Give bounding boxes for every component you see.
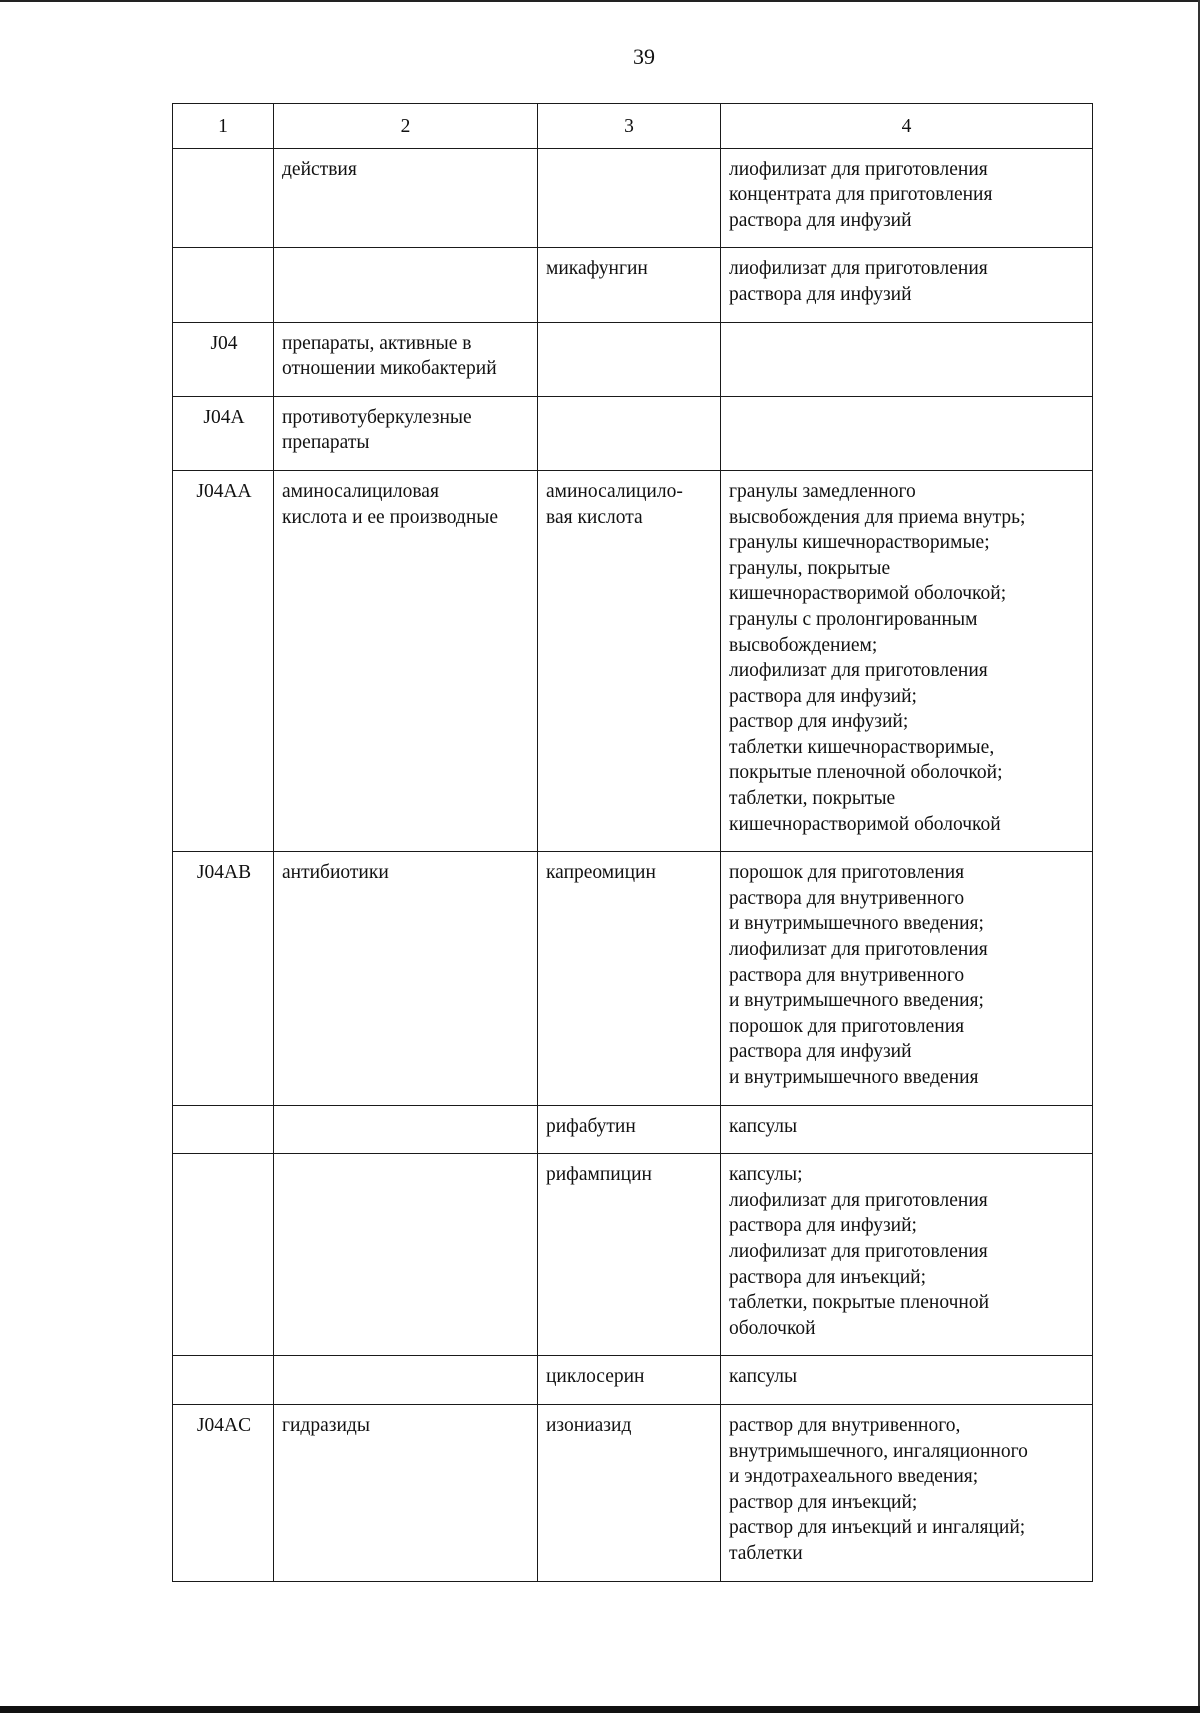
cell-group	[274, 1154, 538, 1356]
cell-substance-line: микафунгин	[546, 258, 648, 280]
table-row	[173, 1404, 1093, 1581]
cell-forms-line: и внутримышечного введения	[729, 1067, 979, 1088]
cell-substance	[538, 852, 721, 1105]
cell-forms-line: раствора для инфузий	[729, 1041, 912, 1063]
table-row	[173, 1154, 1093, 1356]
cell-forms-line: гранулы кишечнорастворимые;	[729, 532, 990, 554]
cell-forms-line: раствора для инфузий	[729, 209, 912, 231]
table-row	[173, 470, 1093, 851]
cell-forms	[721, 248, 1093, 322]
cell-group	[274, 148, 538, 248]
table-body	[173, 148, 1093, 1581]
cell-forms-line: покрытые пленочной оболочкой;	[729, 762, 1003, 784]
header-row	[173, 104, 1093, 149]
cell-forms-line: таблетки кишечнорастворимые,	[729, 736, 995, 758]
header-cell-group: 2	[274, 104, 538, 149]
cell-forms	[721, 470, 1093, 851]
cell-forms-line: раствор для внутривенного,	[729, 1414, 961, 1436]
cell-substance	[538, 148, 721, 248]
cell-group-line: кислота и ее производные	[282, 506, 499, 528]
cell-forms-line: гранулы, покрытые	[729, 557, 891, 579]
cell-group	[274, 1356, 538, 1405]
cell-forms-line: внутримышечного, ингаляционного	[729, 1440, 1028, 1462]
cell-code: J04AA	[173, 470, 274, 851]
cell-group	[274, 396, 538, 470]
cell-group-line: препараты, активные в	[282, 332, 472, 354]
cell-forms-line: капсулы	[729, 1115, 798, 1137]
cell-forms-line: лиофилизат для приготовления	[729, 1189, 988, 1211]
cell-forms-line: гранулы замедленного	[729, 480, 916, 502]
cell-substance	[538, 248, 721, 322]
page-number: 39	[633, 44, 655, 69]
header-cell-forms: 4	[721, 104, 1093, 149]
header-cell-substance: 3	[538, 104, 721, 149]
cell-code: J04	[173, 322, 274, 396]
table-row	[173, 148, 1093, 248]
cell-substance	[538, 1356, 721, 1405]
cell-forms-line: раствора для инъекций;	[729, 1266, 926, 1288]
cell-forms-line: таблетки, покрытые пленочной	[729, 1292, 990, 1314]
page-bottom-border	[0, 1706, 1200, 1713]
cell-group	[274, 1404, 538, 1581]
cell-substance-line: изониазид	[546, 1414, 632, 1436]
cell-forms-line: лиофилизат для приготовления	[729, 258, 988, 280]
cell-forms-line: концентрата для приготовления	[729, 184, 993, 206]
cell-substance-line: аминосалицило-	[546, 480, 683, 502]
cell-forms-line: порошок для приготовления	[729, 1015, 965, 1037]
cell-forms-line: раствора для внутривенного	[729, 964, 965, 986]
cell-forms	[721, 148, 1093, 248]
cell-forms-line: и эндотрахеального введения;	[729, 1466, 979, 1488]
cell-group	[274, 852, 538, 1105]
header-cell-code: 1	[173, 104, 274, 149]
cell-forms-line: лиофилизат для приготовления	[729, 1240, 988, 1262]
cell-group-line: антибиотики	[282, 862, 389, 884]
cell-forms-line: раствор для инъекций и ингаляций;	[729, 1517, 1026, 1539]
cell-code	[173, 248, 274, 322]
table-row	[173, 248, 1093, 322]
cell-group	[274, 470, 538, 851]
cell-substance	[538, 1105, 721, 1154]
cell-forms	[721, 1105, 1093, 1154]
cell-forms-line: лиофилизат для приготовления	[729, 939, 988, 961]
cell-group-line: препараты	[282, 432, 370, 454]
cell-forms-line: и внутримышечного введения;	[729, 990, 984, 1012]
page-top-border	[0, 0, 1200, 2]
cell-group-line: действия	[282, 158, 357, 180]
cell-code	[173, 1154, 274, 1356]
cell-code	[173, 148, 274, 248]
cell-forms-line: раствора для инфузий	[729, 283, 912, 305]
cell-code: J04AC	[173, 1404, 274, 1581]
table-row	[173, 1105, 1093, 1154]
cell-group	[274, 1105, 538, 1154]
cell-forms-line: гранулы с пролонгированным	[729, 608, 978, 630]
cell-substance	[538, 1404, 721, 1581]
cell-forms	[721, 1356, 1093, 1405]
drug-list-table	[172, 103, 1093, 1582]
cell-forms-line: оболочкой	[729, 1317, 816, 1339]
cell-forms-line: высвобождением;	[729, 634, 878, 656]
cell-forms-line: таблетки	[729, 1542, 803, 1564]
cell-substance-line: циклосерин	[546, 1366, 645, 1388]
cell-forms-line: порошок для приготовления	[729, 862, 965, 884]
cell-group-line: противотуберкулезные	[282, 406, 472, 428]
cell-forms-line: лиофилизат для приготовления	[729, 158, 988, 180]
cell-forms-line: высвобождения для приема внутрь;	[729, 506, 1026, 528]
cell-forms-line: кишечнорастворимой оболочкой;	[729, 583, 1007, 605]
table-row	[173, 322, 1093, 396]
cell-code: J04AB	[173, 852, 274, 1105]
cell-forms	[721, 1404, 1093, 1581]
cell-substance	[538, 322, 721, 396]
cell-group-line: аминосалициловая	[282, 480, 439, 502]
cell-forms-line: раствор для инфузий;	[729, 711, 909, 733]
cell-forms-line: раствора для внутривенного	[729, 887, 965, 909]
cell-forms	[721, 396, 1093, 470]
cell-forms-line: капсулы;	[729, 1164, 803, 1186]
cell-substance	[538, 1154, 721, 1356]
table-row	[173, 1356, 1093, 1405]
cell-code: J04A	[173, 396, 274, 470]
cell-forms	[721, 1154, 1093, 1356]
cell-forms	[721, 322, 1093, 396]
cell-forms-line: таблетки, покрытые	[729, 788, 896, 810]
cell-code	[173, 1356, 274, 1405]
cell-substance-line: рифабутин	[546, 1115, 636, 1137]
table-row	[173, 396, 1093, 470]
cell-forms-line: кишечнорастворимой оболочкой	[729, 813, 1001, 835]
cell-code	[173, 1105, 274, 1154]
cell-group-line: отношении микобактерий	[282, 358, 497, 380]
cell-group	[274, 322, 538, 396]
cell-forms-line: раствора для инфузий;	[729, 685, 917, 707]
cell-group-line: гидразиды	[282, 1414, 370, 1436]
cell-forms-line: раствор для инъекций;	[729, 1491, 918, 1513]
cell-forms	[721, 852, 1093, 1105]
table-row	[173, 852, 1093, 1105]
cell-substance	[538, 470, 721, 851]
cell-forms-line: лиофилизат для приготовления	[729, 660, 988, 682]
cell-forms-line: капсулы	[729, 1366, 798, 1388]
cell-substance	[538, 396, 721, 470]
cell-substance-line: рифампицин	[546, 1164, 652, 1186]
cell-substance-line: капреомицин	[546, 862, 656, 884]
cell-forms-line: раствора для инфузий;	[729, 1215, 917, 1237]
cell-substance-line: вая кислота	[546, 506, 643, 528]
cell-forms-line: и внутримышечного введения;	[729, 913, 984, 935]
cell-group	[274, 248, 538, 322]
